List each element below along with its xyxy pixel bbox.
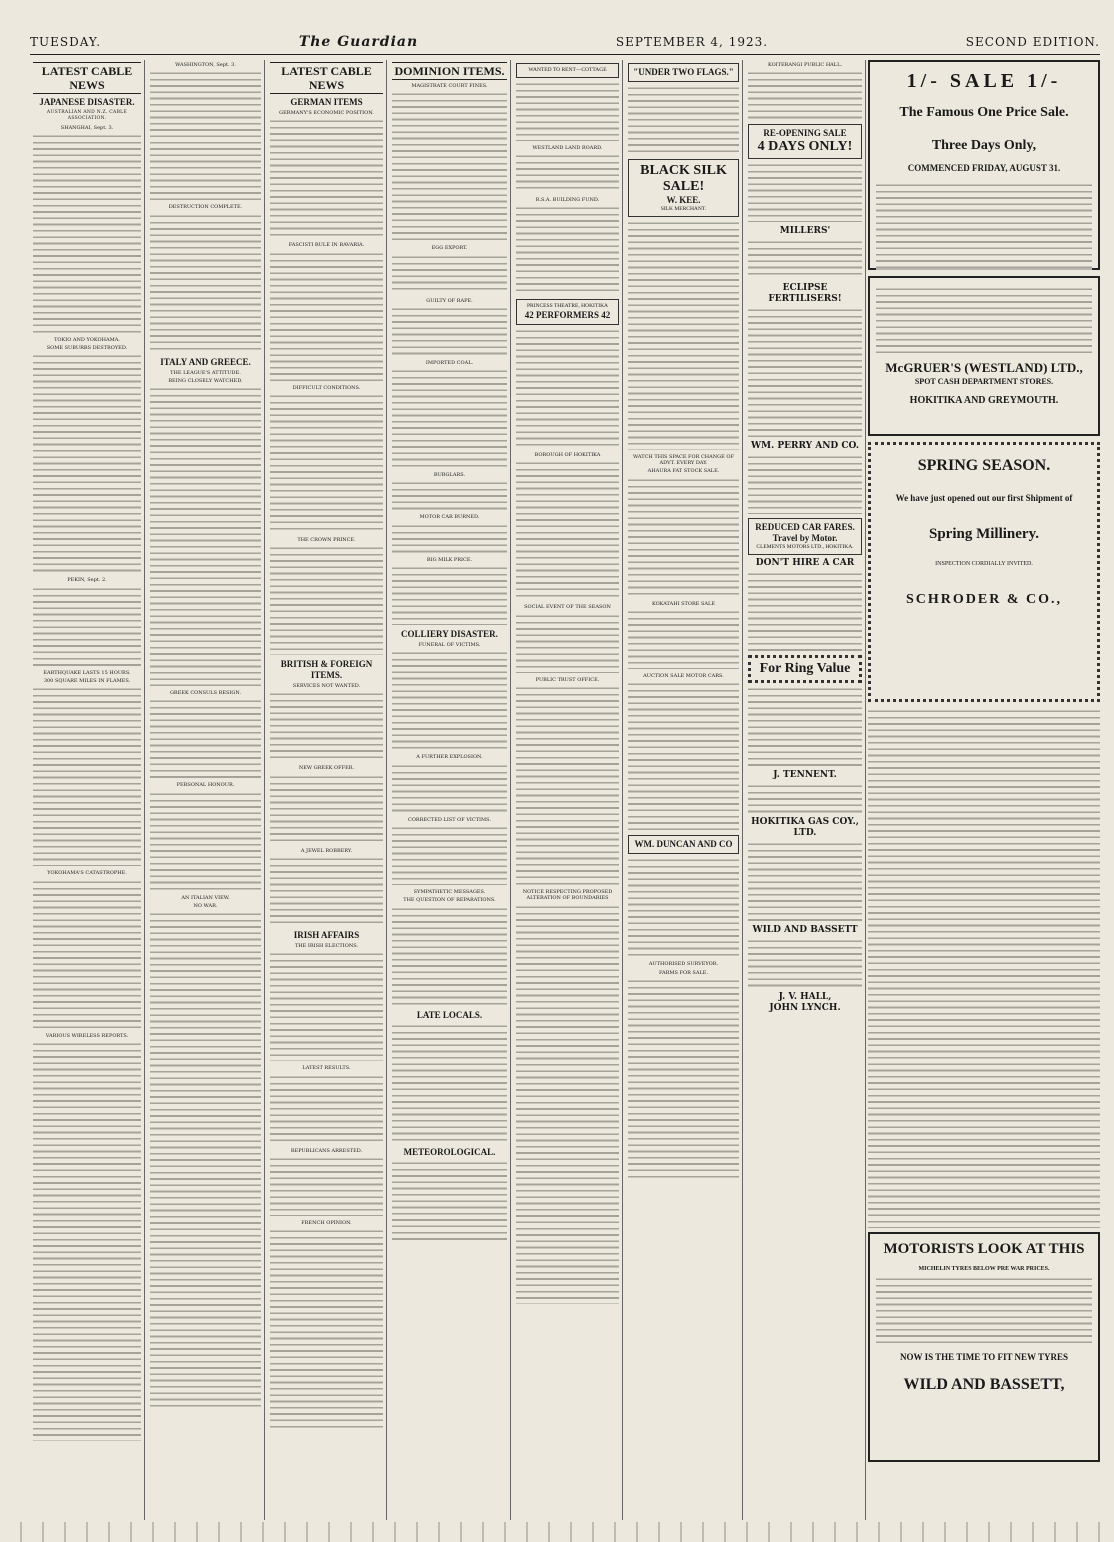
col1-item: SOME SUBURBS DESTROYED. <box>46 345 128 352</box>
ad-heading: WESTLAND LAND BOARD. <box>532 144 603 151</box>
motorists-ad: MOTORISTS LOOK AT THIS MICHELIN TYRES BELOW PRE WAR PRICES. NOW IS THE TIME TO FIT NEW TYRES WILD AND BASSETT, <box>868 1232 1100 1462</box>
col1-item: YOKOHAMA'S CATASTROPHE. <box>47 870 127 877</box>
ad-heading: PUBLIC TRUST OFFICE. <box>535 676 600 683</box>
col4-heading4: METEOROLOGICAL. <box>403 1146 496 1157</box>
col4-h2-item: THE QUESTION OF REPARATIONS. <box>403 897 496 904</box>
col2-h-item: AN ITALIAN VIEW. <box>181 894 230 901</box>
column-1 <box>30 60 145 1520</box>
ad-heading: AHAURA FAT STOCK SALE. <box>647 468 720 475</box>
col4-item: IMPORTED COAL. <box>425 359 474 366</box>
ad: PRINCESS THEATRE, HOKITIKA 42 PERFORMERS 42 <box>516 299 619 325</box>
tennent-heading: J. TENNENT. <box>773 770 837 781</box>
col2-item: DESTRUCTION COMPLETE. <box>168 204 243 211</box>
masthead-edition: SECOND EDITION. <box>965 35 1100 49</box>
col1-header: LATEST CABLE NEWS <box>33 62 141 94</box>
ad: WANTED TO RENT—COTTAGE <box>516 63 619 78</box>
ad: "UNDER TWO FLAGS." <box>628 63 739 82</box>
col2-h-item: PERSONAL HONOUR. <box>176 782 235 789</box>
col1-sub: JAPANESE DISASTER. <box>39 97 135 107</box>
spring-ad: SPRING SEASON. We have just opened out our first Shipment of Spring Millinery. INSPECTION CORDIALLY INVITED. SCHRODER & CO., <box>868 442 1100 702</box>
ad-heading: KOKATAHI STORE SALE <box>651 600 716 607</box>
col1-item: TOKIO AND YOKOHAMA. <box>54 336 120 343</box>
col3-sub: GERMAN ITEMS <box>290 97 363 107</box>
col1-item: 300 SQUARE MILES IN FLAMES. <box>43 678 131 685</box>
col3-item: GERMANY'S ECONOMIC POSITION. <box>279 110 374 116</box>
masthead-title: The Guardian <box>298 34 419 50</box>
gas-heading: HOKITIKA GAS COY., LTD. <box>751 817 859 839</box>
sale-ad: 1/- SALE 1/- The Famous One Price Sale. Three Days Only, COMMENCED FRIDAY, AUGUST 31. <box>868 60 1100 270</box>
col3-h2-item: A JEWEL ROBBERY. <box>300 847 353 854</box>
col4-heading3: LATE LOCALS. <box>416 1009 483 1020</box>
col2-h-item: NO WAR. <box>193 903 218 910</box>
col3-item: THE CROWN PRINCE. <box>297 536 356 543</box>
masthead-day: TUESDAY. <box>30 35 102 49</box>
col4-item: MOTOR CAR BURNED. <box>419 514 480 521</box>
column-7 <box>745 60 866 1520</box>
ad-heading: WATCH THIS SPACE FOR CHANGE OF ADVT. EVERY DAY. <box>633 453 734 467</box>
ad-heading: AUTHORISED SURVEYOR. <box>648 961 719 968</box>
ad-heading: FARMS FOR SALE. <box>658 969 709 976</box>
col3-item: FASCISTI RULE IN BAVARIA. <box>288 242 365 249</box>
col2-h-item: BEING CLOSELY WATCHED. <box>168 377 243 384</box>
col2-h-item: GREEK CONSULS RESIGN. <box>169 690 242 697</box>
column-6 <box>625 60 743 1520</box>
col4-item: EGG EXPORT. <box>431 245 468 252</box>
col1-source: AUSTRALIAN AND N.Z. CABLE ASSOCIATION. <box>46 110 128 122</box>
column-4 <box>389 60 511 1520</box>
ad-heading: R.S.A. BUILDING FUND. <box>535 197 600 204</box>
eclipse-heading: ECLIPSE FERTILISERS! <box>768 283 842 305</box>
col4-h2-item: SYMPATHETIC MESSAGES. <box>413 888 486 895</box>
col2-heading: ITALY AND GREECE. <box>160 356 251 367</box>
ad: BLACK SILK SALE! W. KEE. SILK MERCHANT. <box>628 159 739 217</box>
col3-h3-item: THE IRISH ELECTIONS. <box>294 943 359 950</box>
masthead-date: SEPTEMBER 4, 1923. <box>615 35 769 49</box>
column-5 <box>513 60 623 1520</box>
col4-h2-item: A FURTHER EXPLOSION. <box>416 754 483 761</box>
col2-item: WASHINGTON, Sept. 3. <box>175 62 236 68</box>
ad: REDUCED CAR FARES. Travel by Motor. CLEMENTS MOTORS LTD., HOKITIKA. <box>748 518 862 555</box>
mcgruer-ad: McGRUER'S (WESTLAND) LTD., SPOT CASH DEPARTMENT STORES. HOKITIKA AND GREYMOUTH. <box>868 276 1100 436</box>
col3-item: DIFFICULT CONDITIONS. <box>292 384 361 391</box>
col3-h3-item: REPUBLICANS ARRESTED. <box>290 1147 363 1154</box>
millers-heading: MILLERS' <box>779 226 831 237</box>
scan-edge <box>0 1522 1114 1542</box>
col3-h2-item: NEW GREEK OFFER. <box>298 765 355 772</box>
ad: WM. DUNCAN AND CO <box>628 835 739 854</box>
col3-header: LATEST CABLE NEWS <box>270 62 383 94</box>
lynch-heading: JOHN LYNCH. <box>769 1003 841 1014</box>
col4-item: BIG MILK PRICE. <box>426 556 473 563</box>
ad-heading: SOCIAL EVENT OF THE SEASON <box>524 604 611 611</box>
col4-item: MAGISTRATE COURT FINES. <box>411 83 488 89</box>
col4-header: DOMINION ITEMS. <box>392 62 507 80</box>
col3-heading2: BRITISH & FOREIGN ITEMS. <box>280 659 373 681</box>
dont-hire-heading: DON'T HIRE A CAR <box>755 558 855 569</box>
masthead <box>30 30 1100 55</box>
ad-heading: AUCTION SALE MOTOR CARS. <box>643 672 724 679</box>
col4-heading2: COLLIERY DISASTER. <box>401 629 498 640</box>
ad: RE-OPENING SALE 4 DAYS ONLY! <box>748 124 862 159</box>
right-ads <box>868 60 1100 1520</box>
col3-heading3: IRISH AFFAIRS <box>293 930 360 941</box>
col4-item: BURGLARS. <box>433 472 466 479</box>
col3-h3-item: LATEST RESULTS. <box>302 1065 351 1072</box>
ad-heading: NOTICE RESPECTING PROPOSED ALTERATION OF BOUNDARIES <box>522 889 613 902</box>
col3-h2-item: SERVICES NOT WANTED. <box>292 683 361 690</box>
ad-heading: KOITERANGI PUBLIC HALL. <box>767 62 843 68</box>
perry-heading: WM. PERRY AND CO. <box>751 441 859 452</box>
col1-item: PEKIN, Sept. 2. <box>67 577 107 584</box>
col4-h2-item: CORRECTED LIST OF VICTIMS. <box>408 816 491 823</box>
col1-item: VARIOUS WIRELESS REPORTS. <box>45 1032 129 1039</box>
ad-heading: BOROUGH OF HOKITIKA <box>534 452 601 459</box>
col4-item: GUILTY OF RAPE. <box>426 297 473 304</box>
col3-h3-item: FRENCH OPINION. <box>301 1219 352 1226</box>
col4-h2-item: FUNERAL OF VICTIMS. <box>418 642 481 649</box>
wild-heading: WILD AND BASSETT <box>752 925 858 936</box>
ad: For Ring Value <box>748 655 862 683</box>
col2-h-item: THE LEAGUE'S ATTITUDE. <box>170 369 241 376</box>
col1-item: EARTHQUAKE LASTS 15 HOURS. <box>43 669 131 676</box>
col1-dateline: SHANGHAI, Sept. 3. <box>60 124 114 131</box>
hall-heading: J. V. HALL, <box>778 992 832 1003</box>
column-3 <box>267 60 387 1520</box>
column-2 <box>147 60 265 1520</box>
